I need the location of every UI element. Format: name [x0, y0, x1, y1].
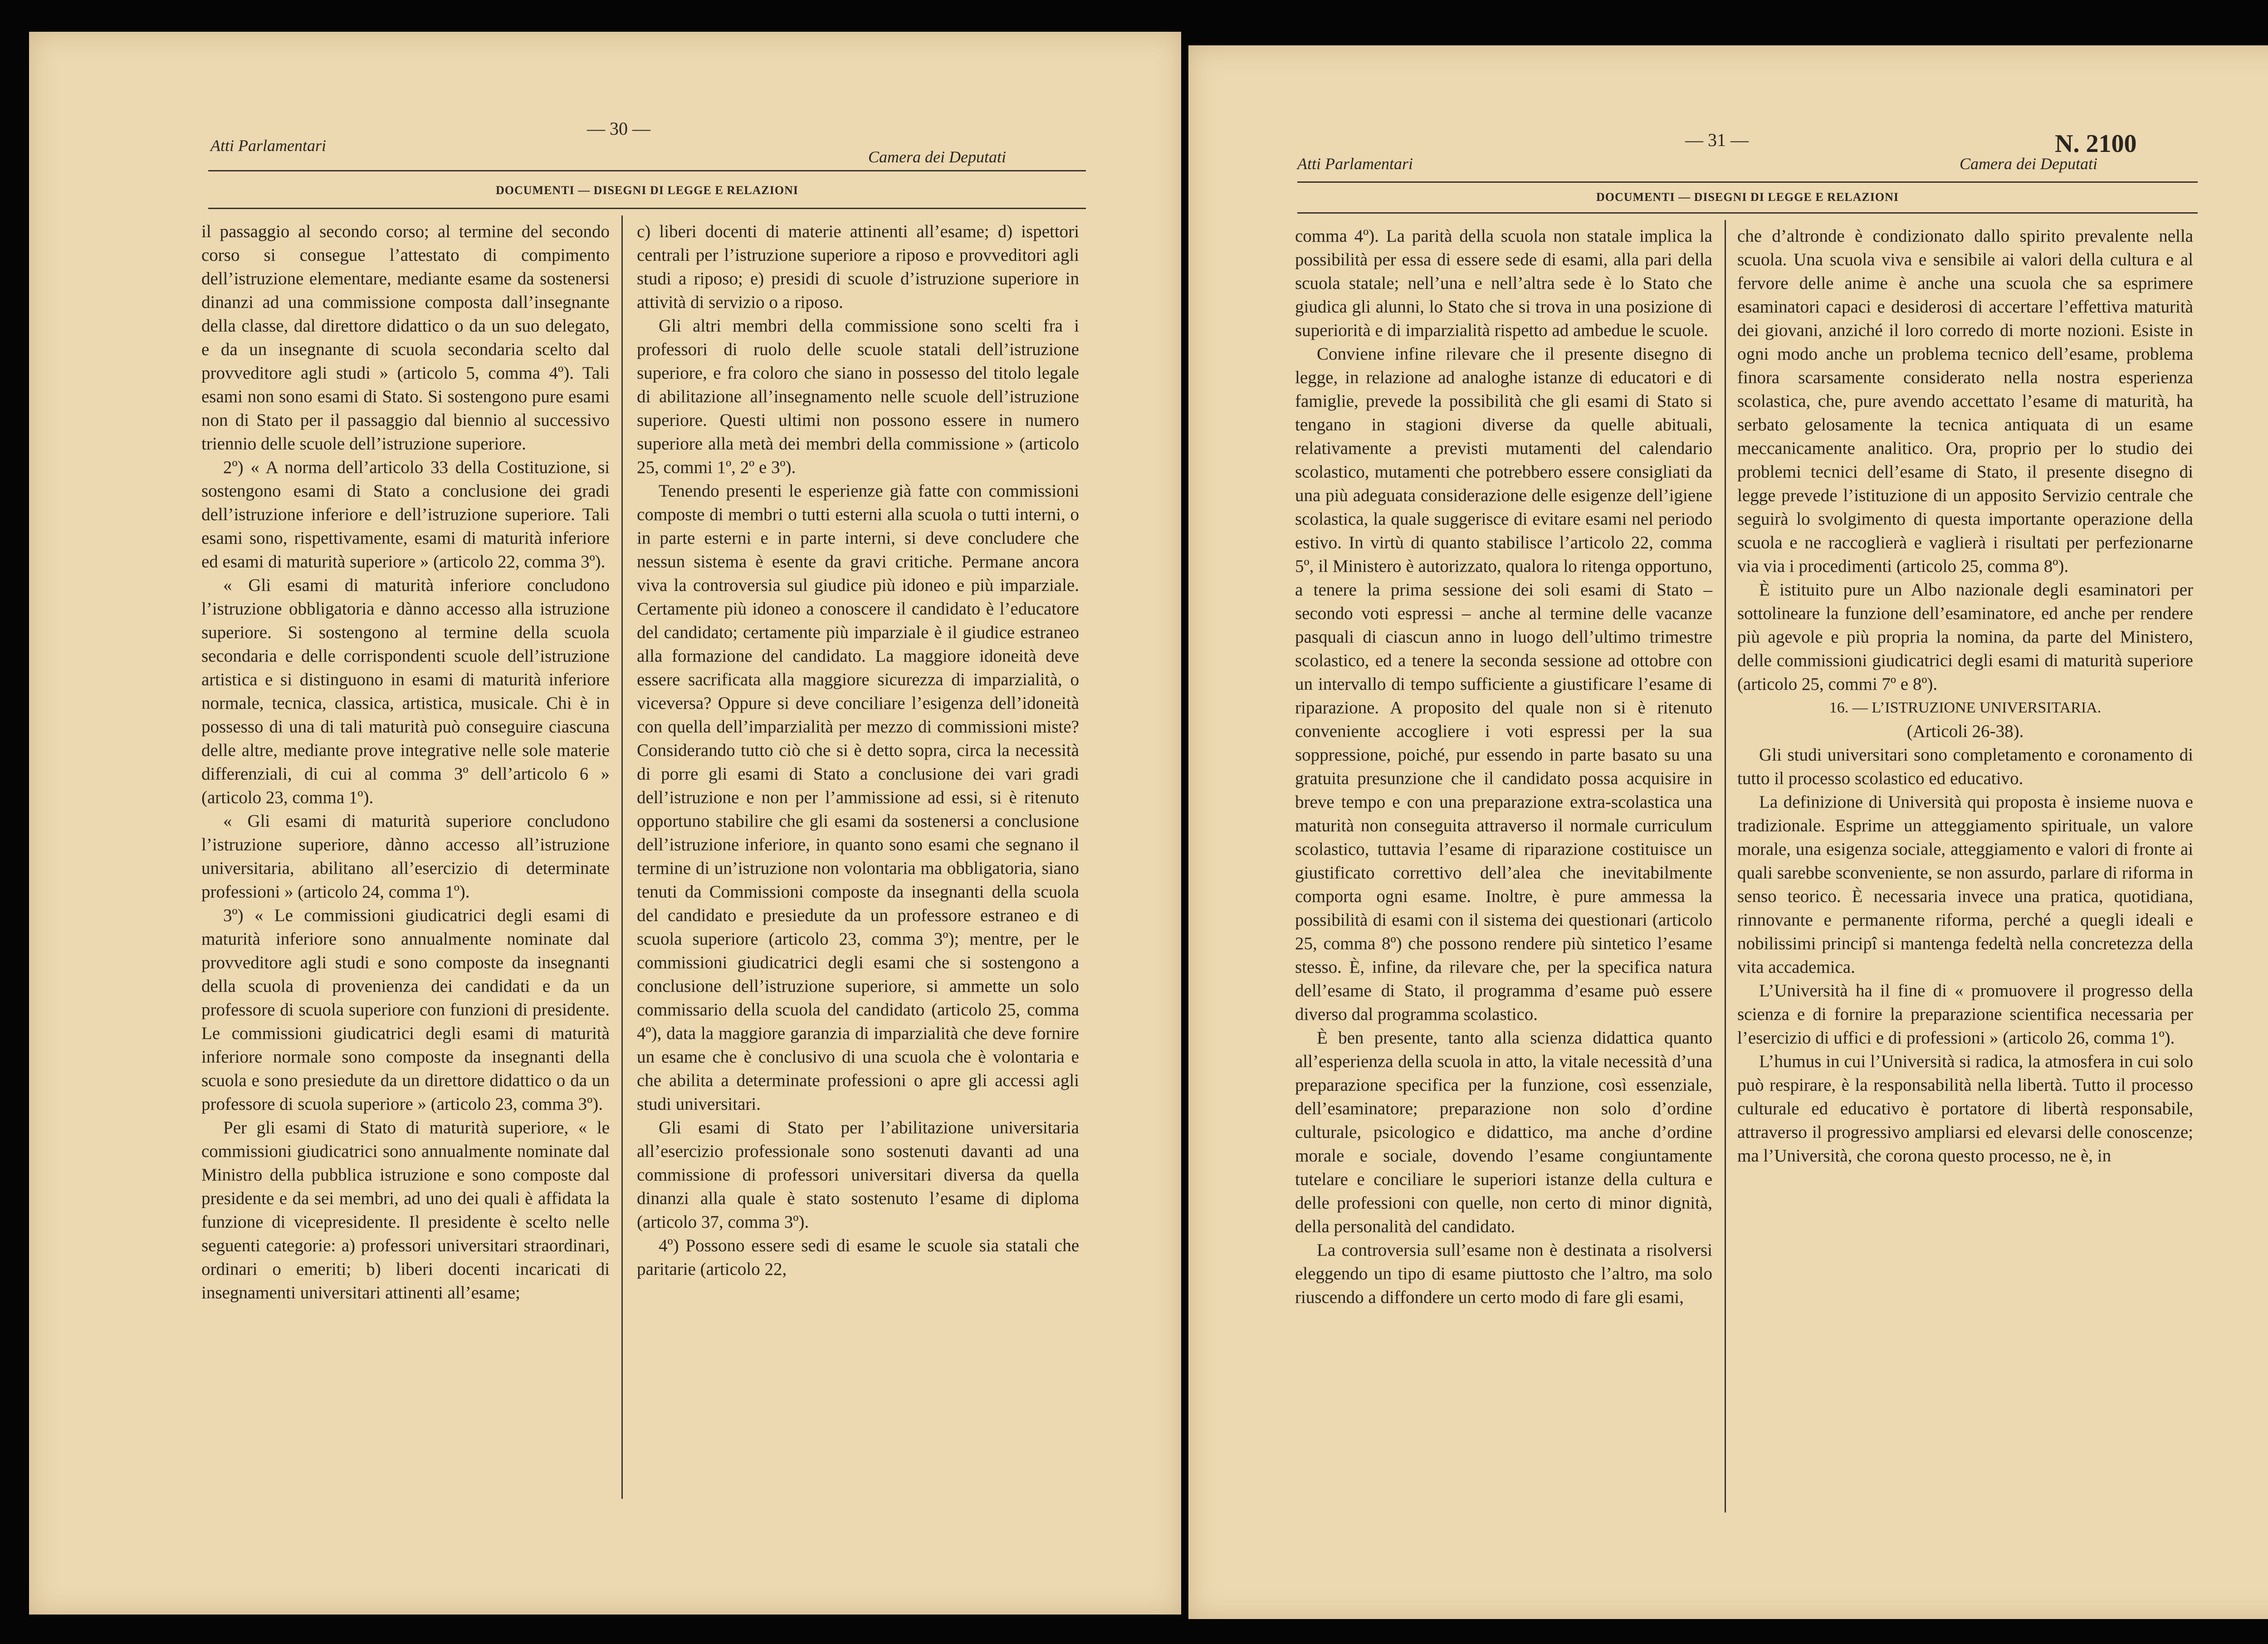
paragraph: La controversia sull’esame non è destinata a risolversi eleggendo un tipo di esame piuttosto che l’altro, ma solo riuscendo a diffondere un certo modo di fare gli esami,: [1295, 1240, 1712, 1307]
paragraph: Per gli esami di Stato di maturità superiore, « le commissioni giudicatrici sono annualmente nominate dal Ministro della pubblica istruzione e sono composte dal presidente e da sei membri, ad uno dei quali è affidata la funzione di vicepresidente. Il presidente è scelto nelle seguenti categorie: a) professori universitari straordinari, ordinari o emeriti; b) liberi docenti incaricati di insegnamenti universitari attinenti all’esame;: [201, 1118, 610, 1303]
paragraph: La definizione di Università qui proposta è insieme nuova e tradizionale. Esprime un atteggiamento spirituale, un valore morale, una esigenza sociale, atteggiamento e valori di fronte ai quali sarebbe sconveniente, se non assurdo, parlare di riforma in senso teorico. È necessaria invece una pratica, quotidiana, rinnovante e permanente riforma, perché a quegli ideali e nobilissimi principî si mantenga fedeltà nella concretezza della vita accademica.: [1737, 792, 2193, 977]
header-rule: [1297, 181, 2198, 183]
doc-header: DOCUMENTI — DISEGNI DI LEGGE E RELAZIONI: [495, 184, 798, 197]
paragraph: « Gli esami di maturità inferiore concludono l’istruzione obbligatoria e dànno accesso alla istruzione superiore. Si sostengono al termine della scuola secondaria e delle corrispondenti scuole dell’istruzione artistica e si distinguono in esami di maturità inferiore normale, tecnica, classica, artistica, musicale. Chi è in possesso di una di tali maturità può conseguire ciascuna delle altre, mediante prove integrative nelle sole materie differenziali, di cui al comma 3º dell’articolo 6 » (articolo 23, comma 1º).: [201, 576, 610, 807]
paragraph: comma 4º). La parità della scuola non statale implica la possibilità per essa di essere sede di esami, alla pari della scuola statale; nell’una e nell’altra sede è lo Stato che giudica gli alunni, lo Stato che si trova in una posizione di superiorità e di imparzialità rispetto ad ambedue le scuole.: [1295, 226, 1712, 340]
paragraph: che d’altronde è condizionato dallo spirito prevalente nella scuola. Una scuola viva e sensibile ai valori della cultura e al fervore delle anime è anche una scuola che sa esprimere esaminatori capaci e desiderosi di accertare l’effettiva maturità dei giovani, anziché il loro corredo di morte nozioni. Esiste in ogni modo anche un problema tecnico dell’esame, problema finora scarsamente considerato nella nostra esperienza scolastica, che, pure avendo accettato l’esame di maturità, ha serbato gelosamente la tecnica antiquata di un esame meccanicamente analitico. Ora, proprio per lo studio dei problemi tecnici dell’esame di Stato, il presente disegno di legge prevede l’istituzione di un apposito Servizio centrale che seguirà lo svolgimento di questa importante operazione della scuola e ne raccoglierà e vaglierà i risultati per perfezionarne via via i procedimenti (articolo 25, comma 8º).: [1737, 226, 2193, 576]
text-column-2: [1737, 224, 2193, 1168]
doc-header: DOCUMENTI — DISEGNI DI LEGGE E RELAZIONI: [1596, 190, 1899, 204]
paragraph: Conviene infine rilevare che il presente disegno di legge, in relazione ad analoghe istanze di educatori e di famiglie, prevede la possibilità che gli esami di Stato si tengano in stagioni diverse da quelle abituali, relativamente a previsti mutamenti del calendario scolastico, mutamenti che potrebbero essere consigliati da una più adeguata considerazione delle esigenze dell’igiene scolastica, la quale suggerisce di evitare esami nel periodo estivo. In virtù di quanto stabilisce l’articolo 22, comma 5º, il Ministero è autorizzato, qualora lo ritenga opportuno, a tenere la prima sessione dei soli esami di Stato – secondo voti espressi – anche al termine delle vacanze pasquali di ciascun anno in luogo dell’ultimo trimestre scolastico, ed a tenere la seconda sessione ad ottobre con un intervallo di tempo sufficiente a giustificare l’esame di riparazione. A proposito del quale non si è ritenuto conveniente accogliere i voti espressi per la sua soppressione, poiché, pur essendo in parte basato su una gratuita presunzione che il candidato possa acquisire in breve tempo e con una preparazione extra-scolastica una maturità non conseguita attraverso il normale curriculum scolastico, tuttavia l’esame di riparazione costituisce un giustificato correttivo dell’alea che inevitabilmente comporta ogni esame. Inoltre, è pure ammessa la possibilità di esami con il sistema dei questionari (articolo 25, comma 8º) che possono rendere più sintetico l’esame stesso. È, infine, da rilevare che, per la specifica natura dell’esame di Stato, il programma d’esame può essere diverso dal programma scolastico.: [1295, 344, 1712, 1024]
header-camera-dei-deputati: Camera dei Deputati: [868, 148, 1006, 166]
text-column-1: [1295, 224, 1712, 1309]
header-camera-dei-deputati: Camera dei Deputati: [1960, 155, 2097, 173]
left-page: [29, 32, 1181, 1615]
paragraph: L’Università ha il fine di « promuovere il progresso della scienza e di fornire la preparazione scientifica necessaria per l’esercizio di uffici e di professioni » (articolo 26, comma 1º).: [1737, 981, 2193, 1048]
text-column-2: [637, 220, 1079, 1281]
header-rule-bottom: [208, 208, 1086, 209]
paragraph: Tenendo presenti le esperienze già fatte con commissioni composte di membri o tutti esterni alla scuola o tutti interni, o in parte esterni e in parte interni, si deve concludere che nessun sistema è esente da gravi critiche. Permane ancora viva la controversia sul giudice più idoneo e più imparziale. Certamente più idoneo a conoscere il candidato è l’educatore del candidato; certamente più imparziale è il giudice estraneo alla formazione del candidato. La maggiore idoneità deve essere sacrificata alla maggiore sicurezza di imparzialità, o viceversa? Oppure si deve conciliare l’esigenza dell’idoneità con quella dell’imparzialità per mezzo di commissioni miste? Considerando tutto ciò che si è detto sopra, circa la necessità di porre gli esami di Stato a conclusione dei vari gradi dell’istruzione e non per l’ammissione ad essi, si è ritenuto opportuno stabilire che gli esami da sostenersi a conclusione dell’istruzione inferiore, in quanto sono esami che segnano il termine di un’istruzione non volontaria ma obbligatoria, siano tenuti da Commissioni composte da insegnanti della scuola del candidato e presiedute da un professore estraneo e di scuola superiore (articolo 23, comma 3º); mentre, per le commissioni giudicatrici degli esami che si sostengono a conclusione dell’istruzione superiore, si ammette un solo commissario della scuola del candidato (articolo 25, comma 4º), data la maggiore garanzia di imparzialità che deve fornire un esame che è conclusivo di una scuola che è volontaria e che abilita a determinate professioni o apre gli accessi agli studi universitari.: [637, 481, 1079, 1114]
column-divider: [621, 215, 623, 1499]
paragraph: Gli esami di Stato per l’abilitazione universitaria all’esercizio professionale sono sostenuti davanti ad una commissione di professori universitari diversa da quella dinanzi alla quale è stato sostenuto l’esame di diploma (articolo 37, comma 3º).: [637, 1118, 1079, 1232]
paragraph: 4º) Possono essere sedi di esame le scuole sia statali che paritarie (articolo 22,: [637, 1236, 1079, 1279]
paragraph: c) liberi docenti di materie attinenti all’esame; d) ispettori centrali per l’istruzione superiore a riposo e provveditori agli studi a riposo; e) presidi di scuole d’istruzione superiore in attività di servizio o a riposo.: [637, 222, 1079, 312]
paragraph: È istituito pure un Albo nazionale degli esaminatori per sottolineare la funzione dell’esaminatore, ed anche per rendere più agevole e più propria la nomina, da parte del Ministero, delle commissioni giudicatrici degli esami di maturità superiore (articolo 25, commi 7º e 8º).: [1737, 580, 2193, 694]
right-page: [1188, 45, 2268, 1619]
paragraph: « Gli esami di maturità superiore concludono l’istruzione superiore, dànno accesso all’istruzione universitaria, abilitano all’esercizio di determinate professioni » (articolo 24, comma 1º).: [201, 811, 610, 902]
text-column-1: [201, 220, 610, 1305]
paragraph: 3º) « Le commissioni giudicatrici degli esami di maturità inferiore sono annualmente nominate dal provveditore agli studi e sono composte da insegnanti della scuola di provenienza dei candidati e da un professore di scuola superiore con funzioni di presidente. Le commissioni giudicatrici degli esami di maturità inferiore normale sono composte da insegnanti della scuola e sono presiedute da un direttore didattico o da un professore di scuola superiore » (articolo 23, comma 3º).: [201, 906, 610, 1114]
column-divider: [1725, 220, 1726, 1512]
paragraph: Gli altri membri della commissione sono scelti fra i professori di ruolo delle scuole statali dell’istruzione superiore, e fra coloro che siano in possesso del titolo legale di abilitazione all’insegnamento nelle scuole dell’istruzione superiore. Questi ultimi non possono essere in numero superiore alla metà dei membri della commissione » (articolo 25, commi 1º, 2º e 3º).: [637, 316, 1079, 477]
section-heading: 16. — L’ISTRUZIONE UNIVERSITARIA.: [1829, 699, 2102, 716]
paragraph: È ben presente, tanto alla scienza didattica quanto all’esperienza della scuola in atto, la vitale necessità d’una preparazione specifica per la funzione, così essenziale, dell’esaminatore; preparazione non solo d’ordine culturale, psicologico e didattico, ma anche d’ordine morale e sociale, dovendo l’esame congiuntamente tutelare e conciliare le superiori istanze della cultura e delle professioni con quelle, non certo di minor dignità, della personalità del candidato.: [1295, 1028, 1712, 1236]
paragraph: L’humus in cui l’Università si radica, la atmosfera in cui solo può respirare, è la responsabilità nella libertà. Tutto il processo culturale ed educativo è portatore di libertà responsabile, attraverso il progressivo ampliarsi ed elevarsi delle conoscenze; ma l’Università, che corona questo processo, ne è, in: [1737, 1052, 2193, 1166]
header-rule: [208, 170, 1086, 171]
section-subheading: (Articoli 26-38).: [1906, 722, 2024, 741]
header-rule-bottom: [1297, 212, 2198, 214]
header-atti-parlamentari: Atti Parlamentari: [1297, 155, 1413, 173]
page-number: — 30 —: [587, 118, 650, 139]
paragraph: 2º) « A norma dell’articolo 33 della Costituzione, si sostengono esami di Stato a conclusione dei gradi dell’istruzione inferiore e dell’istruzione superiore. Tali esami sono, rispettivamente, esami di maturità inferiore ed esami di maturità superiore » (articolo 22, comma 3º).: [201, 458, 610, 571]
header-atti-parlamentari: Atti Parlamentari: [210, 137, 326, 155]
paragraph: Gli studi universitari sono completamento e coronamento di tutto il processo scolastico ed educativo.: [1737, 745, 2193, 788]
document-number: N. 2100: [2055, 130, 2137, 158]
paragraph: il passaggio al secondo corso; al termine del secondo corso si consegue l’attestato di compimento dell’istruzione elementare, mediante esame da sostenersi dinanzi ad una commissione composta dall’insegnante della classe, dal direttore didattico o da un suo delegato, e da un insegnante di scuola secondaria scelto dal provveditore agli studi » (articolo 5, comma 4º). Tali esami non sono esami di Stato. Si sostengono pure esami non di Stato per il passaggio dal biennio al successivo triennio delle scuole dell’istruzione superiore.: [201, 222, 610, 454]
page-number: — 31 —: [1685, 130, 1749, 150]
